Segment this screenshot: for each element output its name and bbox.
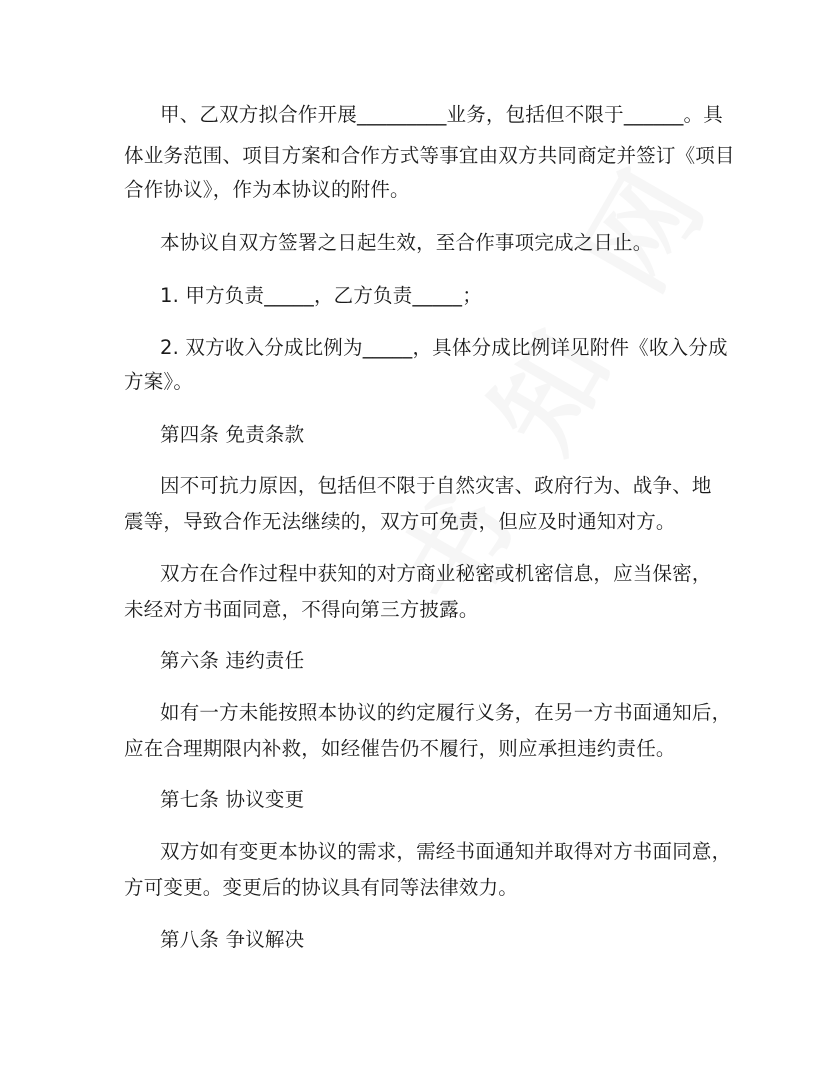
paragraph-line: 双方在合作过程中获知的对方商业秘密或机密信息，应当保密， — [160, 562, 712, 585]
section-heading: 第七条 协议变更 — [160, 788, 305, 811]
paragraph-line: 因不可抗力原因，包括但不限于自然灾害、政府行为、战争、地 — [160, 474, 712, 497]
paragraph-line: 震等，导致合作无法继续的，双方可免责，但应及时通知对方。 — [124, 510, 676, 533]
paragraph-line: 体业务范围、项目方案和合作方式等事宜由双方共同商定并签订《项目 — [124, 144, 735, 167]
watermark — [356, 124, 741, 633]
section-heading: 第四条 免责条款 — [160, 423, 305, 446]
paragraph-line: 如有一方未能按照本协议的约定履行义务，在另一方书面通知后， — [160, 701, 732, 724]
paragraph-line: 未经对方书面同意，不得向第三方披露。 — [124, 598, 479, 621]
list-item: 2. 双方收入分成比例为_____，具体分成比例详见附件《收入分成 — [160, 336, 728, 359]
list-item: 1. 甲方负责_____，乙方负责_____； — [160, 284, 482, 307]
paragraph-line: 应在合理期限内补救，如经催告仍不履行，则应承担违约责任。 — [124, 737, 676, 760]
section-heading: 第六条 违约责任 — [160, 649, 305, 672]
paragraph-line: 甲、乙双方拟合作开展_________业务，包括但不限于______。具 — [160, 103, 723, 126]
section-heading: 第八条 争议解决 — [160, 928, 305, 951]
paragraph-line: 合作协议》，作为本协议的附件。 — [124, 178, 410, 201]
paragraph-line: 方案》。 — [124, 370, 194, 393]
paragraph-line: 方可变更。变更后的协议具有同等法律效力。 — [124, 876, 519, 899]
paragraph-line: 本协议自双方签署之日起生效，至合作事项完成之日止。 — [160, 231, 653, 254]
paragraph-line: 双方如有变更本协议的需求，需经书面通知并取得对方书面同意， — [160, 840, 732, 863]
